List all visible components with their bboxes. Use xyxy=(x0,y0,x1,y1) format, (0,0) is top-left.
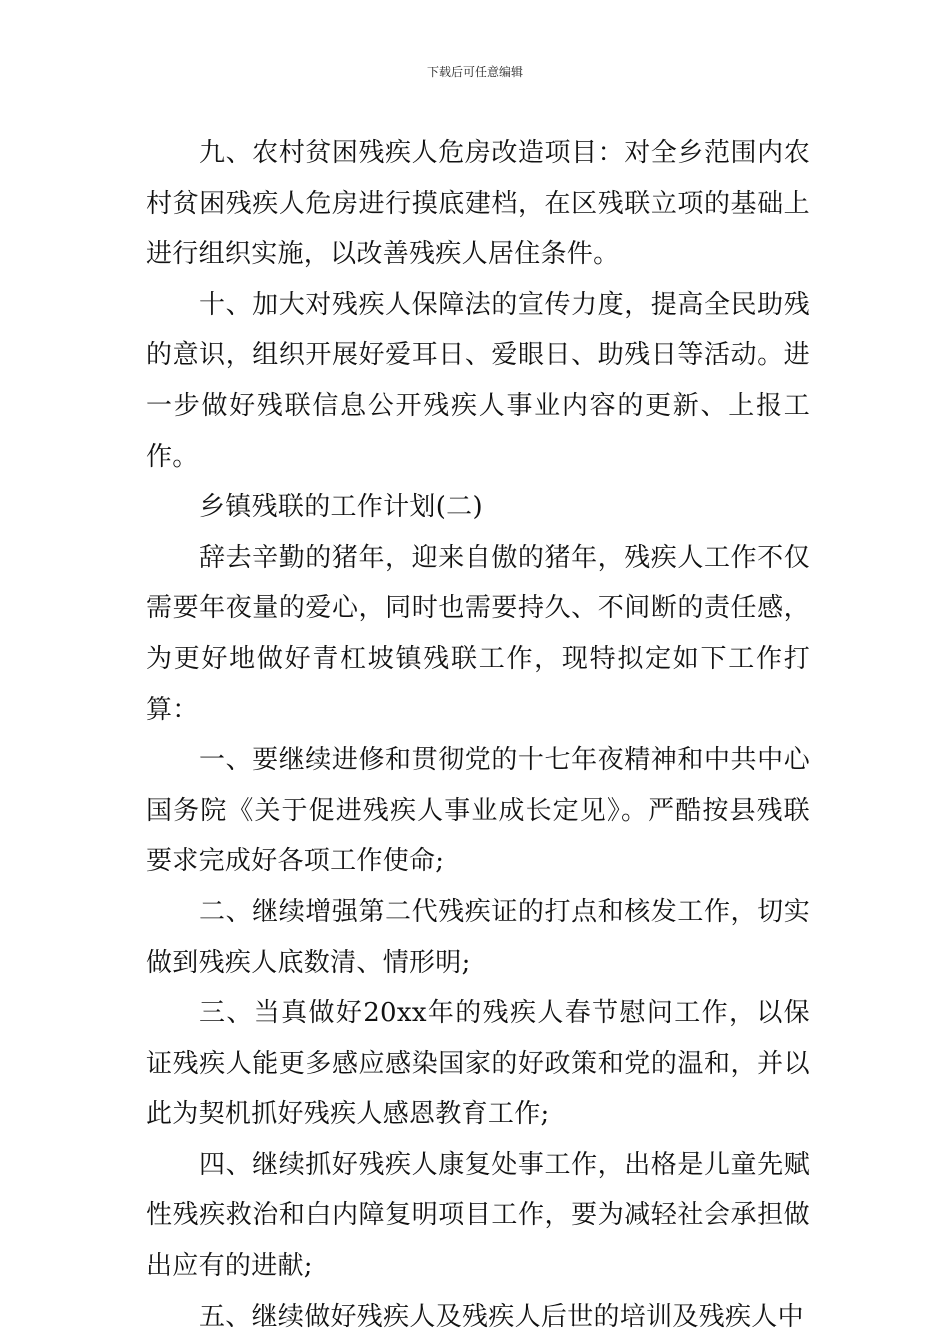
page-header: 下载后可任意编辑 xyxy=(426,65,523,79)
section-title: 乡镇残联的工作计划(二) xyxy=(199,492,483,523)
paragraph-item-3: 三、当真做好20xx年的残疾人春节慰问工作，以保证残疾人能更多感应感染国家的好政策和党的温和，并以此为契机抓好残疾人感恩教育工作; xyxy=(146,998,810,1130)
paragraph-item-5: 五、继续做好残疾人及残疾人后世的培训及残疾人中 xyxy=(199,1301,804,1332)
paragraph-item-9: 九、农村贫困残疾人危房改造项目：对全乡范围内农村贫困残疾人危房进行摸底建档，在区残联立项的基础上进行组织实施，以改善残疾人居住条件。 xyxy=(146,138,810,270)
paragraph-intro: 辞去辛勤的猪年，迎来自傲的猪年，残疾人工作不仅需要年夜量的爱心，同时也需要持久、不间断的责任感，为更好地做好青杠坡镇残联工作，现特拟定如下工作打算： xyxy=(146,542,810,725)
document-body xyxy=(146,128,810,1342)
paragraph-item-4: 四、继续抓好残疾人康复处事工作，出格是儿童先赋性残疾救治和白内障复明项目工作，要为减轻社会承担做出应有的进献; xyxy=(146,1149,810,1282)
paragraph-item-2: 二、继续增强第二代残疾证的打点和核发工作，切实做到残疾人底数清、情形明; xyxy=(146,896,810,978)
paragraph-item-1: 一、要继续进修和贯彻党的十七年夜精神和中共中心国务院《关于促进残疾人事业成长定见》。严酷按县残联要求完成好各项工作使命; xyxy=(146,745,810,877)
paragraph-item-10: 十、加大对残疾人保障法的宣传力度，提高全民助残的意识，组织开展好爱耳日、爱眼日、助残日等活动。进一步做好残联信息公开残疾人事业内容的更新、上报工作。 xyxy=(146,289,810,472)
